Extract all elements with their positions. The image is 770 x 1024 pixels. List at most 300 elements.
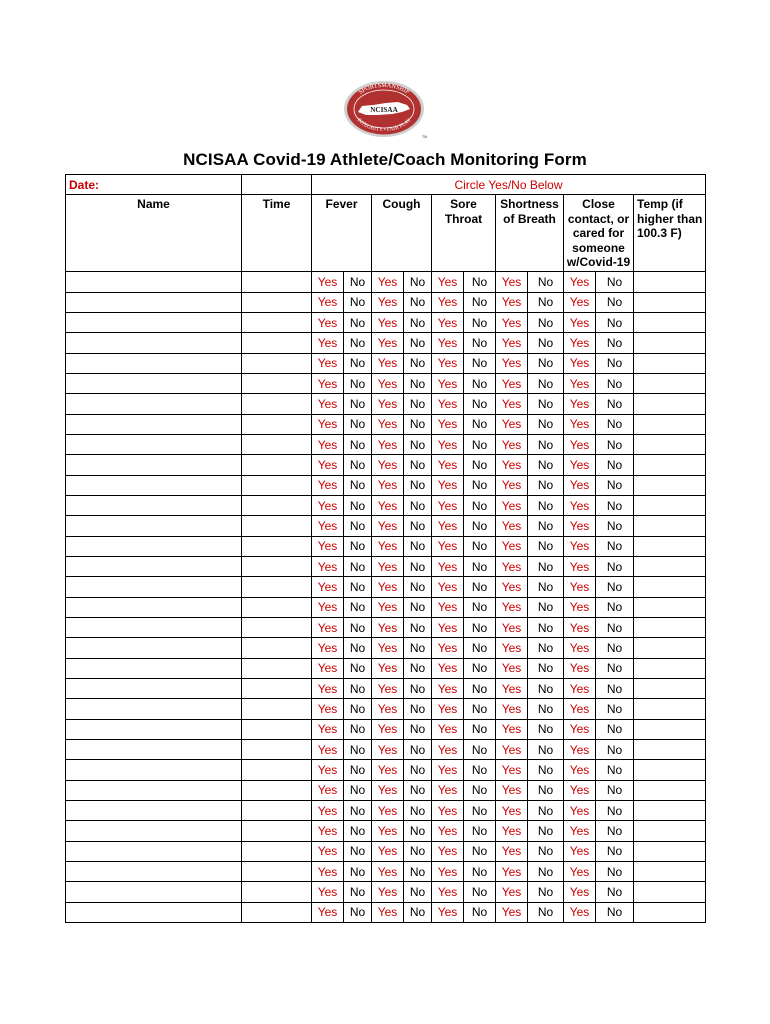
temp-cell[interactable] — [634, 739, 706, 759]
close-contact-no-option[interactable]: No — [596, 434, 634, 454]
temp-cell[interactable] — [634, 760, 706, 780]
shortness-of-breath-no-option[interactable]: No — [528, 292, 564, 312]
time-cell[interactable] — [242, 556, 312, 576]
cough-no-option[interactable]: No — [404, 272, 432, 292]
fever-yes-option[interactable]: Yes — [312, 861, 344, 881]
fever-no-option[interactable]: No — [344, 577, 372, 597]
sore-throat-yes-option[interactable]: Yes — [432, 516, 464, 536]
cough-no-option[interactable]: No — [404, 841, 432, 861]
sore-throat-no-option[interactable]: No — [464, 821, 496, 841]
close-contact-no-option[interactable]: No — [596, 739, 634, 759]
cough-yes-option[interactable]: Yes — [372, 760, 404, 780]
name-cell[interactable] — [66, 292, 242, 312]
name-cell[interactable] — [66, 760, 242, 780]
shortness-of-breath-no-option[interactable]: No — [528, 841, 564, 861]
cough-yes-option[interactable]: Yes — [372, 434, 404, 454]
close-contact-no-option[interactable]: No — [596, 800, 634, 820]
temp-cell[interactable] — [634, 414, 706, 434]
temp-cell[interactable] — [634, 821, 706, 841]
close-contact-no-option[interactable]: No — [596, 882, 634, 902]
fever-no-option[interactable]: No — [344, 455, 372, 475]
time-cell[interactable] — [242, 373, 312, 393]
fever-no-option[interactable]: No — [344, 414, 372, 434]
name-cell[interactable] — [66, 699, 242, 719]
temp-cell[interactable] — [634, 434, 706, 454]
cough-yes-option[interactable]: Yes — [372, 821, 404, 841]
sore-throat-no-option[interactable]: No — [464, 353, 496, 373]
sore-throat-yes-option[interactable]: Yes — [432, 882, 464, 902]
time-cell[interactable] — [242, 760, 312, 780]
close-contact-yes-option[interactable]: Yes — [564, 414, 596, 434]
name-cell[interactable] — [66, 780, 242, 800]
sore-throat-yes-option[interactable]: Yes — [432, 373, 464, 393]
time-cell[interactable] — [242, 882, 312, 902]
cough-yes-option[interactable]: Yes — [372, 739, 404, 759]
cough-no-option[interactable]: No — [404, 495, 432, 515]
close-contact-yes-option[interactable]: Yes — [564, 739, 596, 759]
close-contact-yes-option[interactable]: Yes — [564, 821, 596, 841]
time-cell[interactable] — [242, 394, 312, 414]
close-contact-yes-option[interactable]: Yes — [564, 312, 596, 332]
sore-throat-no-option[interactable]: No — [464, 780, 496, 800]
cough-yes-option[interactable]: Yes — [372, 475, 404, 495]
cough-no-option[interactable]: No — [404, 394, 432, 414]
shortness-of-breath-no-option[interactable]: No — [528, 556, 564, 576]
cough-no-option[interactable]: No — [404, 658, 432, 678]
shortness-of-breath-yes-option[interactable]: Yes — [496, 841, 528, 861]
temp-cell[interactable] — [634, 861, 706, 881]
close-contact-no-option[interactable]: No — [596, 841, 634, 861]
sore-throat-no-option[interactable]: No — [464, 516, 496, 536]
name-cell[interactable] — [66, 434, 242, 454]
shortness-of-breath-no-option[interactable]: No — [528, 882, 564, 902]
sore-throat-yes-option[interactable]: Yes — [432, 678, 464, 698]
sore-throat-yes-option[interactable]: Yes — [432, 800, 464, 820]
fever-yes-option[interactable]: Yes — [312, 882, 344, 902]
time-cell[interactable] — [242, 719, 312, 739]
time-cell[interactable] — [242, 638, 312, 658]
cough-yes-option[interactable]: Yes — [372, 638, 404, 658]
cough-yes-option[interactable]: Yes — [372, 597, 404, 617]
fever-no-option[interactable]: No — [344, 902, 372, 922]
time-cell[interactable] — [242, 699, 312, 719]
cough-no-option[interactable]: No — [404, 455, 432, 475]
fever-yes-option[interactable]: Yes — [312, 394, 344, 414]
fever-yes-option[interactable]: Yes — [312, 597, 344, 617]
shortness-of-breath-yes-option[interactable]: Yes — [496, 312, 528, 332]
temp-cell[interactable] — [634, 455, 706, 475]
close-contact-no-option[interactable]: No — [596, 292, 634, 312]
shortness-of-breath-yes-option[interactable]: Yes — [496, 658, 528, 678]
cough-yes-option[interactable]: Yes — [372, 719, 404, 739]
cough-yes-option[interactable]: Yes — [372, 516, 404, 536]
time-cell[interactable] — [242, 658, 312, 678]
sore-throat-yes-option[interactable]: Yes — [432, 577, 464, 597]
cough-yes-option[interactable]: Yes — [372, 373, 404, 393]
name-cell[interactable] — [66, 333, 242, 353]
sore-throat-yes-option[interactable]: Yes — [432, 841, 464, 861]
close-contact-yes-option[interactable]: Yes — [564, 658, 596, 678]
close-contact-yes-option[interactable]: Yes — [564, 353, 596, 373]
sore-throat-no-option[interactable]: No — [464, 699, 496, 719]
fever-no-option[interactable]: No — [344, 292, 372, 312]
sore-throat-no-option[interactable]: No — [464, 882, 496, 902]
close-contact-no-option[interactable]: No — [596, 780, 634, 800]
fever-yes-option[interactable]: Yes — [312, 495, 344, 515]
name-cell[interactable] — [66, 678, 242, 698]
cough-no-option[interactable]: No — [404, 861, 432, 881]
fever-yes-option[interactable]: Yes — [312, 312, 344, 332]
close-contact-no-option[interactable]: No — [596, 760, 634, 780]
shortness-of-breath-yes-option[interactable]: Yes — [496, 861, 528, 881]
fever-yes-option[interactable]: Yes — [312, 577, 344, 597]
fever-yes-option[interactable]: Yes — [312, 353, 344, 373]
sore-throat-yes-option[interactable]: Yes — [432, 780, 464, 800]
shortness-of-breath-no-option[interactable]: No — [528, 780, 564, 800]
close-contact-no-option[interactable]: No — [596, 353, 634, 373]
name-cell[interactable] — [66, 658, 242, 678]
cough-no-option[interactable]: No — [404, 353, 432, 373]
shortness-of-breath-no-option[interactable]: No — [528, 658, 564, 678]
fever-no-option[interactable]: No — [344, 394, 372, 414]
close-contact-yes-option[interactable]: Yes — [564, 455, 596, 475]
time-cell[interactable] — [242, 455, 312, 475]
close-contact-yes-option[interactable]: Yes — [564, 272, 596, 292]
time-cell[interactable] — [242, 414, 312, 434]
cough-yes-option[interactable]: Yes — [372, 556, 404, 576]
time-cell[interactable] — [242, 312, 312, 332]
sore-throat-yes-option[interactable]: Yes — [432, 556, 464, 576]
temp-cell[interactable] — [634, 800, 706, 820]
shortness-of-breath-yes-option[interactable]: Yes — [496, 719, 528, 739]
sore-throat-yes-option[interactable]: Yes — [432, 272, 464, 292]
shortness-of-breath-yes-option[interactable]: Yes — [496, 638, 528, 658]
close-contact-yes-option[interactable]: Yes — [564, 516, 596, 536]
fever-yes-option[interactable]: Yes — [312, 475, 344, 495]
close-contact-yes-option[interactable]: Yes — [564, 333, 596, 353]
shortness-of-breath-yes-option[interactable]: Yes — [496, 699, 528, 719]
sore-throat-yes-option[interactable]: Yes — [432, 617, 464, 637]
time-cell[interactable] — [242, 292, 312, 312]
name-cell[interactable] — [66, 394, 242, 414]
fever-no-option[interactable]: No — [344, 434, 372, 454]
cough-yes-option[interactable]: Yes — [372, 617, 404, 637]
sore-throat-yes-option[interactable]: Yes — [432, 719, 464, 739]
sore-throat-no-option[interactable]: No — [464, 475, 496, 495]
cough-yes-option[interactable]: Yes — [372, 536, 404, 556]
fever-yes-option[interactable]: Yes — [312, 434, 344, 454]
fever-no-option[interactable]: No — [344, 678, 372, 698]
fever-yes-option[interactable]: Yes — [312, 678, 344, 698]
time-cell[interactable] — [242, 577, 312, 597]
sore-throat-no-option[interactable]: No — [464, 333, 496, 353]
cough-yes-option[interactable]: Yes — [372, 577, 404, 597]
cough-no-option[interactable]: No — [404, 536, 432, 556]
sore-throat-yes-option[interactable]: Yes — [432, 353, 464, 373]
shortness-of-breath-yes-option[interactable]: Yes — [496, 495, 528, 515]
shortness-of-breath-yes-option[interactable]: Yes — [496, 353, 528, 373]
time-cell[interactable] — [242, 272, 312, 292]
temp-cell[interactable] — [634, 780, 706, 800]
shortness-of-breath-yes-option[interactable]: Yes — [496, 434, 528, 454]
fever-yes-option[interactable]: Yes — [312, 780, 344, 800]
temp-cell[interactable] — [634, 617, 706, 637]
shortness-of-breath-no-option[interactable]: No — [528, 333, 564, 353]
shortness-of-breath-yes-option[interactable]: Yes — [496, 821, 528, 841]
time-cell[interactable] — [242, 353, 312, 373]
time-cell[interactable] — [242, 739, 312, 759]
shortness-of-breath-yes-option[interactable]: Yes — [496, 455, 528, 475]
cough-no-option[interactable]: No — [404, 638, 432, 658]
temp-cell[interactable] — [634, 556, 706, 576]
sore-throat-no-option[interactable]: No — [464, 597, 496, 617]
sore-throat-yes-option[interactable]: Yes — [432, 455, 464, 475]
shortness-of-breath-no-option[interactable]: No — [528, 638, 564, 658]
name-cell[interactable] — [66, 577, 242, 597]
name-cell[interactable] — [66, 373, 242, 393]
shortness-of-breath-no-option[interactable]: No — [528, 902, 564, 922]
close-contact-yes-option[interactable]: Yes — [564, 597, 596, 617]
cough-no-option[interactable]: No — [404, 739, 432, 759]
shortness-of-breath-no-option[interactable]: No — [528, 800, 564, 820]
close-contact-no-option[interactable]: No — [596, 373, 634, 393]
close-contact-no-option[interactable]: No — [596, 577, 634, 597]
close-contact-no-option[interactable]: No — [596, 821, 634, 841]
cough-no-option[interactable]: No — [404, 475, 432, 495]
sore-throat-no-option[interactable]: No — [464, 495, 496, 515]
time-cell[interactable] — [242, 841, 312, 861]
temp-cell[interactable] — [634, 353, 706, 373]
sore-throat-yes-option[interactable]: Yes — [432, 495, 464, 515]
fever-no-option[interactable]: No — [344, 556, 372, 576]
shortness-of-breath-yes-option[interactable]: Yes — [496, 577, 528, 597]
fever-no-option[interactable]: No — [344, 658, 372, 678]
shortness-of-breath-no-option[interactable]: No — [528, 577, 564, 597]
fever-no-option[interactable]: No — [344, 516, 372, 536]
sore-throat-yes-option[interactable]: Yes — [432, 739, 464, 759]
cough-yes-option[interactable]: Yes — [372, 841, 404, 861]
shortness-of-breath-no-option[interactable]: No — [528, 495, 564, 515]
close-contact-no-option[interactable]: No — [596, 495, 634, 515]
shortness-of-breath-no-option[interactable]: No — [528, 821, 564, 841]
temp-cell[interactable] — [634, 699, 706, 719]
name-cell[interactable] — [66, 902, 242, 922]
name-cell[interactable] — [66, 597, 242, 617]
name-cell[interactable] — [66, 272, 242, 292]
time-cell[interactable] — [242, 597, 312, 617]
sore-throat-no-option[interactable]: No — [464, 373, 496, 393]
cough-no-option[interactable]: No — [404, 800, 432, 820]
cough-no-option[interactable]: No — [404, 760, 432, 780]
shortness-of-breath-yes-option[interactable]: Yes — [496, 516, 528, 536]
close-contact-no-option[interactable]: No — [596, 719, 634, 739]
fever-yes-option[interactable]: Yes — [312, 800, 344, 820]
close-contact-no-option[interactable]: No — [596, 536, 634, 556]
close-contact-yes-option[interactable]: Yes — [564, 861, 596, 881]
shortness-of-breath-yes-option[interactable]: Yes — [496, 800, 528, 820]
shortness-of-breath-no-option[interactable]: No — [528, 455, 564, 475]
sore-throat-no-option[interactable]: No — [464, 739, 496, 759]
time-cell[interactable] — [242, 861, 312, 881]
name-cell[interactable] — [66, 861, 242, 881]
fever-no-option[interactable]: No — [344, 841, 372, 861]
name-cell[interactable] — [66, 882, 242, 902]
shortness-of-breath-yes-option[interactable]: Yes — [496, 272, 528, 292]
cough-no-option[interactable]: No — [404, 516, 432, 536]
fever-no-option[interactable]: No — [344, 638, 372, 658]
cough-no-option[interactable]: No — [404, 780, 432, 800]
sore-throat-yes-option[interactable]: Yes — [432, 475, 464, 495]
fever-yes-option[interactable]: Yes — [312, 373, 344, 393]
temp-cell[interactable] — [634, 292, 706, 312]
fever-yes-option[interactable]: Yes — [312, 272, 344, 292]
shortness-of-breath-no-option[interactable]: No — [528, 475, 564, 495]
close-contact-no-option[interactable]: No — [596, 475, 634, 495]
shortness-of-breath-no-option[interactable]: No — [528, 434, 564, 454]
cough-no-option[interactable]: No — [404, 902, 432, 922]
close-contact-no-option[interactable]: No — [596, 312, 634, 332]
fever-yes-option[interactable]: Yes — [312, 658, 344, 678]
shortness-of-breath-no-option[interactable]: No — [528, 597, 564, 617]
fever-no-option[interactable]: No — [344, 861, 372, 881]
close-contact-yes-option[interactable]: Yes — [564, 434, 596, 454]
cough-yes-option[interactable]: Yes — [372, 780, 404, 800]
close-contact-yes-option[interactable]: Yes — [564, 902, 596, 922]
shortness-of-breath-yes-option[interactable]: Yes — [496, 394, 528, 414]
name-cell[interactable] — [66, 516, 242, 536]
sore-throat-yes-option[interactable]: Yes — [432, 699, 464, 719]
sore-throat-yes-option[interactable]: Yes — [432, 821, 464, 841]
temp-cell[interactable] — [634, 577, 706, 597]
shortness-of-breath-no-option[interactable]: No — [528, 353, 564, 373]
shortness-of-breath-yes-option[interactable]: Yes — [496, 597, 528, 617]
close-contact-yes-option[interactable]: Yes — [564, 475, 596, 495]
sore-throat-yes-option[interactable]: Yes — [432, 760, 464, 780]
name-cell[interactable] — [66, 719, 242, 739]
cough-no-option[interactable]: No — [404, 373, 432, 393]
temp-cell[interactable] — [634, 312, 706, 332]
time-cell[interactable] — [242, 678, 312, 698]
sore-throat-yes-option[interactable]: Yes — [432, 902, 464, 922]
cough-no-option[interactable]: No — [404, 821, 432, 841]
sore-throat-no-option[interactable]: No — [464, 800, 496, 820]
fever-no-option[interactable]: No — [344, 780, 372, 800]
shortness-of-breath-no-option[interactable]: No — [528, 312, 564, 332]
sore-throat-no-option[interactable]: No — [464, 841, 496, 861]
cough-yes-option[interactable]: Yes — [372, 312, 404, 332]
sore-throat-no-option[interactable]: No — [464, 902, 496, 922]
sore-throat-no-option[interactable]: No — [464, 719, 496, 739]
close-contact-yes-option[interactable]: Yes — [564, 373, 596, 393]
close-contact-no-option[interactable]: No — [596, 394, 634, 414]
sore-throat-no-option[interactable]: No — [464, 312, 496, 332]
sore-throat-yes-option[interactable]: Yes — [432, 658, 464, 678]
time-cell[interactable] — [242, 333, 312, 353]
close-contact-no-option[interactable]: No — [596, 414, 634, 434]
time-cell[interactable] — [242, 536, 312, 556]
shortness-of-breath-yes-option[interactable]: Yes — [496, 292, 528, 312]
fever-yes-option[interactable]: Yes — [312, 617, 344, 637]
fever-no-option[interactable]: No — [344, 719, 372, 739]
fever-no-option[interactable]: No — [344, 353, 372, 373]
name-cell[interactable] — [66, 536, 242, 556]
close-contact-no-option[interactable]: No — [596, 902, 634, 922]
shortness-of-breath-no-option[interactable]: No — [528, 394, 564, 414]
cough-yes-option[interactable]: Yes — [372, 678, 404, 698]
time-cell[interactable] — [242, 434, 312, 454]
close-contact-yes-option[interactable]: Yes — [564, 536, 596, 556]
temp-cell[interactable] — [634, 678, 706, 698]
temp-cell[interactable] — [634, 882, 706, 902]
close-contact-yes-option[interactable]: Yes — [564, 800, 596, 820]
name-cell[interactable] — [66, 455, 242, 475]
cough-yes-option[interactable]: Yes — [372, 414, 404, 434]
cough-yes-option[interactable]: Yes — [372, 333, 404, 353]
temp-cell[interactable] — [634, 638, 706, 658]
close-contact-yes-option[interactable]: Yes — [564, 495, 596, 515]
time-cell[interactable] — [242, 617, 312, 637]
shortness-of-breath-no-option[interactable]: No — [528, 861, 564, 881]
shortness-of-breath-yes-option[interactable]: Yes — [496, 333, 528, 353]
fever-no-option[interactable]: No — [344, 821, 372, 841]
temp-cell[interactable] — [634, 719, 706, 739]
fever-no-option[interactable]: No — [344, 373, 372, 393]
shortness-of-breath-yes-option[interactable]: Yes — [496, 556, 528, 576]
name-cell[interactable] — [66, 617, 242, 637]
close-contact-no-option[interactable]: No — [596, 455, 634, 475]
fever-yes-option[interactable]: Yes — [312, 760, 344, 780]
fever-yes-option[interactable]: Yes — [312, 536, 344, 556]
cough-yes-option[interactable]: Yes — [372, 353, 404, 373]
fever-no-option[interactable]: No — [344, 495, 372, 515]
sore-throat-yes-option[interactable]: Yes — [432, 597, 464, 617]
fever-yes-option[interactable]: Yes — [312, 821, 344, 841]
close-contact-no-option[interactable]: No — [596, 617, 634, 637]
name-cell[interactable] — [66, 638, 242, 658]
fever-yes-option[interactable]: Yes — [312, 638, 344, 658]
shortness-of-breath-yes-option[interactable]: Yes — [496, 414, 528, 434]
cough-yes-option[interactable]: Yes — [372, 292, 404, 312]
sore-throat-yes-option[interactable]: Yes — [432, 312, 464, 332]
shortness-of-breath-no-option[interactable]: No — [528, 699, 564, 719]
sore-throat-yes-option[interactable]: Yes — [432, 434, 464, 454]
sore-throat-no-option[interactable]: No — [464, 455, 496, 475]
shortness-of-breath-no-option[interactable]: No — [528, 272, 564, 292]
sore-throat-yes-option[interactable]: Yes — [432, 638, 464, 658]
sore-throat-no-option[interactable]: No — [464, 292, 496, 312]
temp-cell[interactable] — [634, 373, 706, 393]
sore-throat-no-option[interactable]: No — [464, 638, 496, 658]
sore-throat-no-option[interactable]: No — [464, 577, 496, 597]
close-contact-yes-option[interactable]: Yes — [564, 780, 596, 800]
close-contact-yes-option[interactable]: Yes — [564, 556, 596, 576]
sore-throat-no-option[interactable]: No — [464, 434, 496, 454]
cough-no-option[interactable]: No — [404, 699, 432, 719]
close-contact-yes-option[interactable]: Yes — [564, 394, 596, 414]
sore-throat-no-option[interactable]: No — [464, 658, 496, 678]
time-cell[interactable] — [242, 800, 312, 820]
temp-cell[interactable] — [634, 333, 706, 353]
shortness-of-breath-no-option[interactable]: No — [528, 414, 564, 434]
cough-no-option[interactable]: No — [404, 333, 432, 353]
fever-no-option[interactable]: No — [344, 475, 372, 495]
sore-throat-yes-option[interactable]: Yes — [432, 861, 464, 881]
temp-cell[interactable] — [634, 475, 706, 495]
cough-yes-option[interactable]: Yes — [372, 455, 404, 475]
cough-yes-option[interactable]: Yes — [372, 800, 404, 820]
fever-no-option[interactable]: No — [344, 312, 372, 332]
sore-throat-no-option[interactable]: No — [464, 536, 496, 556]
